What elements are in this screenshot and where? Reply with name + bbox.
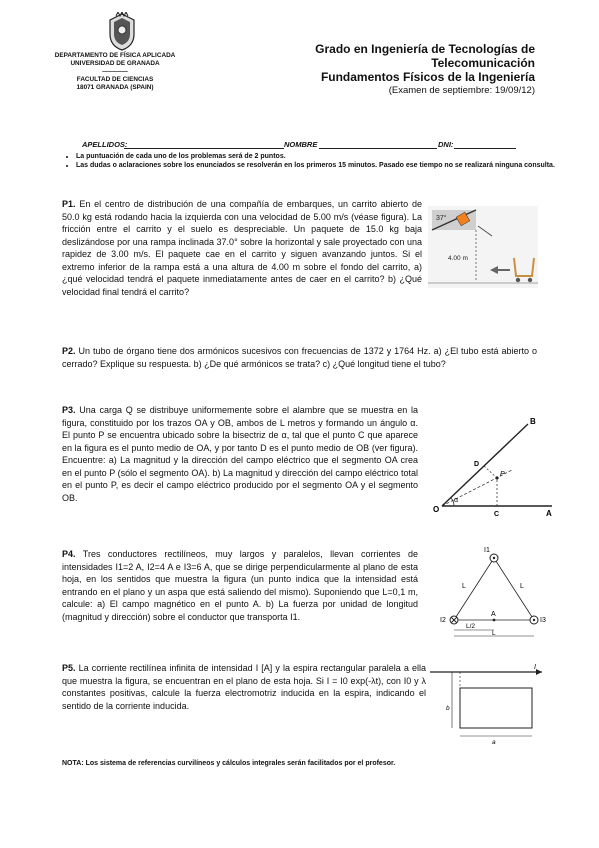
- problem-5: [62, 662, 426, 712]
- ramp-angle: 37°: [436, 215, 447, 222]
- half-l-label: L/2: [466, 623, 476, 630]
- nombre-label: NOMBRE: [284, 140, 318, 149]
- problem-label: P1.: [62, 199, 76, 209]
- i3-label: I3: [540, 617, 546, 624]
- side-l-right: L: [520, 583, 524, 590]
- point-a-label: A: [491, 611, 496, 618]
- dept-line: FACULTAD DE CIENCIAS: [76, 76, 154, 83]
- footer-note: NOTA: Los sistema de referencias curvilíneos y cálculos integrales serán facilitados por el profesor.: [62, 760, 396, 767]
- three-conductors-figure: [438, 540, 548, 640]
- wire-angle-figure: [428, 412, 558, 520]
- title-line: Grado en Ingeniería de Tecnologías de: [315, 42, 535, 56]
- base-l-label: L: [492, 630, 496, 637]
- problem-label: P4.: [62, 549, 76, 559]
- dept-line: 18071 GRANADA (SPAIN): [76, 84, 154, 91]
- rule-item: • Las dudas o aclaraciones sobre los enunciados se resolverán en los primeros 15 minutos. Pasado ese tiempo no se realizará ninguna consulta.: [76, 161, 556, 170]
- point-b-label: B: [530, 417, 536, 426]
- problem-label: P2.: [62, 346, 76, 356]
- problem-3: [62, 404, 418, 504]
- ramp-cart-figure: [428, 206, 538, 288]
- alpha-label: α: [454, 497, 459, 504]
- i1-label: I1: [484, 547, 490, 554]
- point-c-label: C: [494, 511, 500, 518]
- dim-b-label: b: [446, 705, 450, 712]
- nombre-line[interactable]: [319, 148, 437, 149]
- dni-label: DNI:: [438, 140, 454, 149]
- problem-text: Una carga Q se distribuye uniformemente sobre el alambre que se muestra en la figura, constituido por los trazos OA y OB, ambos de L metros y formando un ángulo α. El punto P se encuentra ubicado sobre la bisectriz de α, tal que el punto C que aparece en la figura es el punto medio de OA, y por tanto D es el punto medio de OB (ver figura). Encuentre: a) La magnitud y la dirección del campo eléctrico que el segmento OA crea en el punto P (sólo el segmento OA). b) La magnitud y dirección del campo eléctrico total en el punto P, es decir el campo eléctrico producido por el segmento OA y el segmento OB.: [62, 405, 418, 503]
- problem-4: [62, 548, 418, 623]
- problem-label: P3.: [62, 405, 76, 415]
- problem-label: P5.: [62, 663, 76, 673]
- problem-text: Un tubo de órgano tiene dos armónicos sucesivos con frecuencias de 1372 y 1764 Hz. a) ¿El tubo está abierto o cerrado? Explique su respuesta. b) ¿De qué armónicos se trata? c) ¿Qué longitud tiene el tubo?: [62, 346, 537, 369]
- ramp-height: 4.00 m: [448, 255, 468, 262]
- point-p-label: P: [500, 471, 505, 478]
- dept-line: DEPARTAMENTO DE FÍSICA APLICADA: [54, 52, 176, 59]
- point-a-label: A: [546, 509, 552, 518]
- dim-a-label: a: [492, 739, 496, 746]
- problem-text: En el centro de distribución de una compañía de embarques, un carrito abierto de 50.0 kg está rodando hacia la izquierda con una velocidad de 5.00 m/s (véase figura). La fricción entre el carrito y el suelo es despreciable. Un paquete de 15.0 kg baja deslizándose por una rampa inclinada 37.0° sobre la horizontal y sale proyectado con una rapidez de 3.00 m/s. El paquete cae en el carrito y siguen avanzando juntos. Si el extremo inferior de la rampa está a una altura de 4.00 m sobre el fondo del carrito, a) ¿qué velocidad tendrá el paquete inmediatamente antes de caer en el carrito? b) ¿Qué velocidad final tendrá el carrito?: [62, 199, 422, 297]
- side-l-left: L: [462, 583, 466, 590]
- rule-item: • La puntuación de cada uno de los problemas será de 2 puntos.: [76, 152, 556, 161]
- point-d-label: D: [474, 461, 480, 468]
- student-fields: [82, 140, 532, 152]
- i2-label: I2: [440, 617, 446, 624]
- dept-line: UNIVERSIDAD DE GRANADA: [70, 60, 160, 67]
- course-title: [290, 42, 535, 98]
- problem-2: [62, 345, 537, 370]
- point-o-label: O: [433, 505, 440, 514]
- department-block: [50, 52, 180, 92]
- apellidos-label: APELLIDOS:: [82, 140, 128, 149]
- title-line: Fundamentos Físicos de la Ingeniería: [320, 70, 535, 84]
- dept-line: ————: [102, 68, 128, 75]
- university-seal-icon: [104, 12, 140, 52]
- apellidos-line[interactable]: [124, 148, 284, 149]
- exam-date: (Examen de septiembre: 19/09/12): [388, 85, 535, 96]
- problem-text: La corriente rectilínea infinita de intensidad I [A] y la espira rectangular paralela a ella que muestra la figura, se encuentran en el plano de esta hoja. Si I = I0 exp(-λt), con I0 y λ constantes positivas, calcule la fuerza electromotriz inducida en la espira, indicando el sentido de la corriente inducida.: [62, 663, 426, 711]
- current-i-label: I: [534, 664, 536, 671]
- problem-1: [62, 198, 422, 298]
- exam-rules: [62, 152, 556, 170]
- dni-line[interactable]: [454, 148, 516, 149]
- loop-wire-figure: [430, 664, 550, 748]
- title-line: Telecomunicación: [431, 56, 535, 70]
- problem-text: Tres conductores rectilíneos, muy largos y paralelos, llevan corrientes de intensidades I1=2 A, I2=4 A e I3=6 A, que se dirige perpendicularmente al plano de esta hoja, en los sentidos que muestra la figura (un punto indica que la intensidad está entrando en el plano y un aspa que está saliendo del mismo). Suponiendo que L=0,1 m, calcule: a) El campo magnético en el punto A. b) La fuerza por unidad de longitud (magnitud y dirección) sobre el conductor que transporta I1.: [62, 549, 418, 622]
